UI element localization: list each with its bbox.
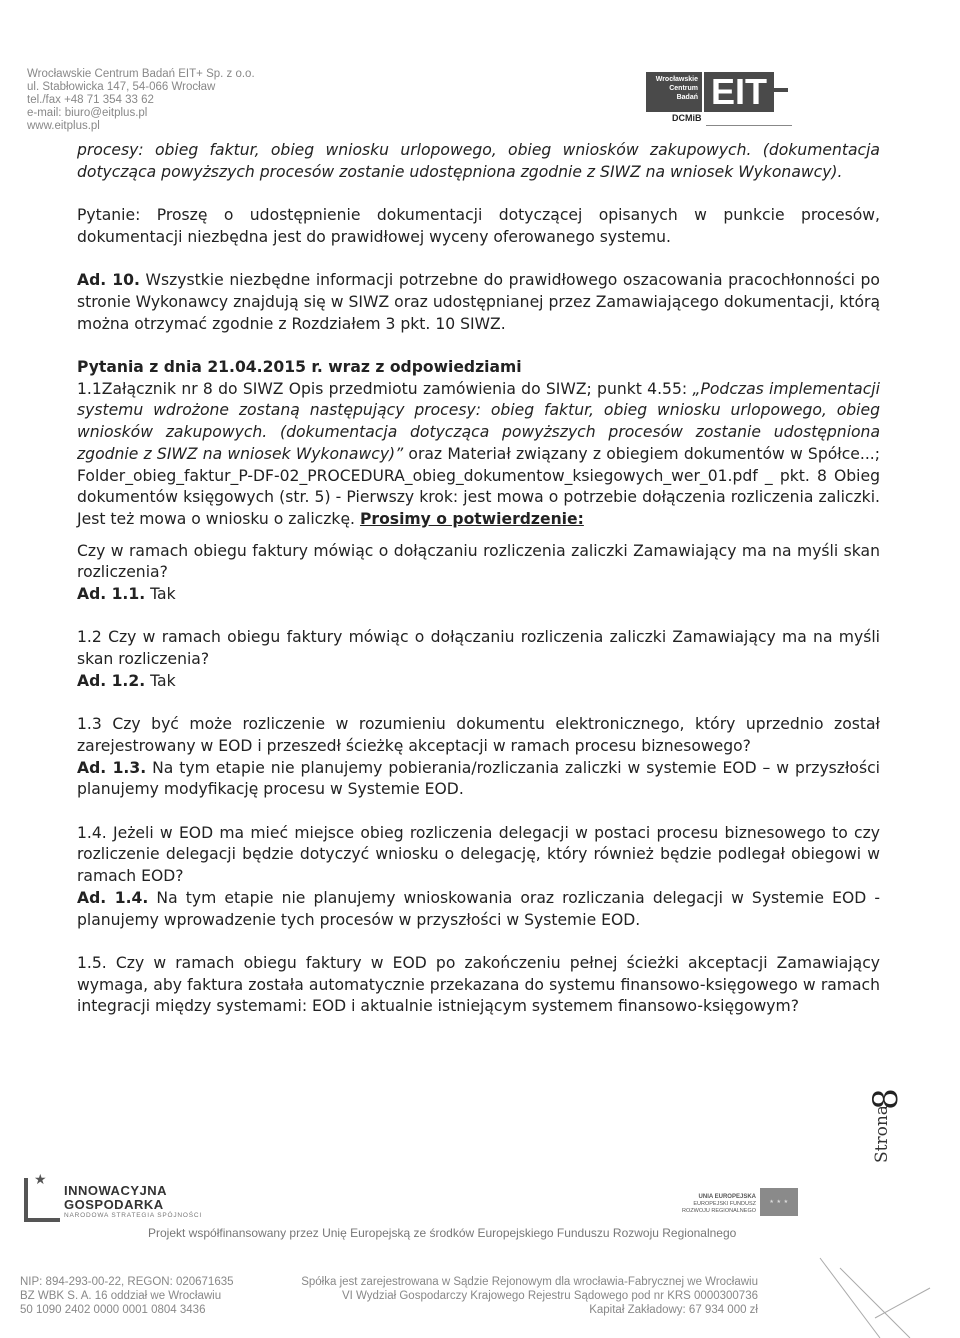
logo-dash [774, 88, 788, 92]
star-icon: ★ [34, 1172, 47, 1188]
company-line: www.eitplus.pl [27, 120, 100, 132]
confirm-request: Prosimy o potwierdzenie: [359, 509, 584, 528]
logo-small-box: Wrocławskie Centrum Badań [646, 72, 702, 112]
question-paragraph: Pytanie: Proszę o udostępnienie dokumentacji dotyczącej opisanych w punkcie procesów, dokumentacji niezbędna jest do prawidłowej wyceny oferowanego systemu. [77, 206, 880, 246]
continuation-text: procesy: obieg faktur, obieg wniosku urlopowego, obieg wniosków zakupowych. (dokumentacja dotycząca powyższych procesów zostanie udostępniona zgodnie z SIWZ na wniosek Wykonawcy). [77, 141, 880, 181]
question-1-4: 1.4. Jeżeli w EOD ma mieć miejsce obieg rozliczenia delegacji w postaci procesu biznesowego to czy rozliczenie delegacji będzie dotyczyć wniosku o delegację, który również będzie podlegał obiegowi w ramach EOD? [77, 823, 880, 886]
footer-registration-info: Spółka jest zarejestrowana w Sądzie Rejonowym dla wrocławia-Fabrycznej we Wrocławiu VI Wydział Gospodarczy Krajowego Rejestru Sądowego pod nr KRS 0000300736 Kapitał Zakładowy: 67 934 000 zł [301, 1276, 758, 1316]
question-1-1: 1.1Załącznik nr 8 do SIWZ Opis przedmiotu zamówienia do SIWZ; punkt 4.55: „Podczas implementacji systemu wdrożone zostaną następujący procesy: obieg faktur, obieg wniosku urlopowego, obieg wniosków zakupowych. (dokumentacja dotycząca powyższych procesów zostanie udostępniona zgodnie z SIWZ na wniosek Wykonawcy)” oraz Materiał związany z obiegiem dokumentów w Spółce...; Folder_obieg_faktur_P-DF-02_PROCEDURA_obieg_dokumentow_ksiegowych_wer_01.pdf _ pkt. 8 Obieg dokumentów księgowych (str. 5) - Pierwszy krok: jest mowa o potrzebie dołączenia rozliczenia zaliczki. Jest też mowa o wniosku o zaliczkę. Prosimy o potwierdzenie: [77, 379, 880, 528]
question-1-1-text: Czy w ramach obiegu faktury mówiąc o dołączaniu rozliczenia zaliczki Zamawiający ma na myśli skan rozliczenia? [77, 541, 880, 582]
question-prefix: Pytanie: [77, 206, 141, 225]
page-number-value: 8 [865, 1088, 906, 1110]
section-title: Pytania z dnia 21.04.2015 r. wraz z odpowiedziami [77, 357, 522, 376]
innowacyjna-gospodarka-logo: ★ INNOWACYJNA GOSPODARKA NARODOWA STRATEGIA SPÓJNOŚCI [24, 1172, 264, 1232]
company-info [27, 68, 255, 133]
company-line: tel./fax +48 71 354 33 62 [27, 94, 154, 106]
question-1-3: 1.3 Czy być może rozliczenie w rozumieniu dokumentu elektronicznego, który uprzednio został zarejestrowany w EOD i przeszedł ścieżkę akceptacji w ramach procesu biznesowego? [77, 715, 880, 755]
answer-label: Ad. 10. [77, 271, 140, 290]
answer-1-4: Ad. 1.4. Na tym etapie nie planujemy wnioskowania oraz rozliczania delegacji w Systemie EOD - planujemy wprowadzenie tych procesów w przyszłości w Systemie EOD. [77, 888, 880, 929]
page-number [865, 1085, 906, 1165]
answer-1-3: Ad. 1.3. Na tym etapie nie planujemy pobierania/rozliczania zaliczki w systemie EOD – w przyszłości planujemy modyfikację procesu w Systemie EOD. [77, 758, 880, 799]
company-line: e-mail: biuro@eitplus.pl [27, 107, 148, 119]
project-note: Projekt współfinansowany przez Unię Europejską ze środków Europejskiego Funduszu Rozwoju Regionalnego [148, 1226, 737, 1240]
footer-bank-info: NIP: 894-293-00-22, REGON: 020671635 BZ WBK S. A. 16 oddział we Wrocławiu 50 1090 2402 0000 0001 0804 3436 [20, 1276, 234, 1316]
eu-logo: UNIA EUROPEJSKA EUROPEJSKI FUNDUSZ ROZWOJU REGIONALNEGO ★ ★ ★ [680, 1188, 790, 1228]
eit-logo [646, 72, 796, 122]
answer-1-2: Ad. 1.2. Tak [77, 671, 176, 690]
document-body [77, 140, 880, 1018]
answer-1-1: Ad. 1.1. Tak [77, 585, 176, 604]
answer-10: Ad. 10. Wszystkie niezbędne informacji potrzebne do prawidłowego oszacowania pracochłonności po stronie Wykonawcy znajdują się w SIWZ oraz udostępnianej przez Zamawiającego dokumentacji, którą można otrzymać zgodnie z Rozdziałem 3 pkt. 10 SIWZ. [77, 271, 880, 333]
logo-divider [706, 125, 792, 126]
logo-main: EIT [704, 72, 774, 112]
question-1-2: 1.2 Czy w ramach obiegu faktury mówiąc o dołączaniu rozliczenia zaliczki Zamawiający ma na myśli skan rozliczenia? [77, 628, 880, 669]
company-line: Wrocławskie Centrum Badań EIT+ Sp. z o.o. [27, 68, 255, 80]
logo-sub: DCMiB [672, 113, 702, 123]
company-line: ul. Stabłowicka 147, 54-066 Wrocław [27, 81, 216, 93]
question-1-5: 1.5. Czy w ramach obiegu faktury w EOD po zakończeniu pełnej ścieżki akceptacji Zamawiający wymaga, aby faktura została automatycznie przekazana do systemu finansowo-księgowego w ramach integracji między systemami: EOD i aktualnie istniejącym systemem finansowo-księgowym? [77, 953, 880, 1016]
decorative-corner-lines [800, 1248, 960, 1338]
eu-flag-icon: ★ ★ ★ [760, 1188, 798, 1216]
page-label: Strona [872, 1105, 892, 1163]
